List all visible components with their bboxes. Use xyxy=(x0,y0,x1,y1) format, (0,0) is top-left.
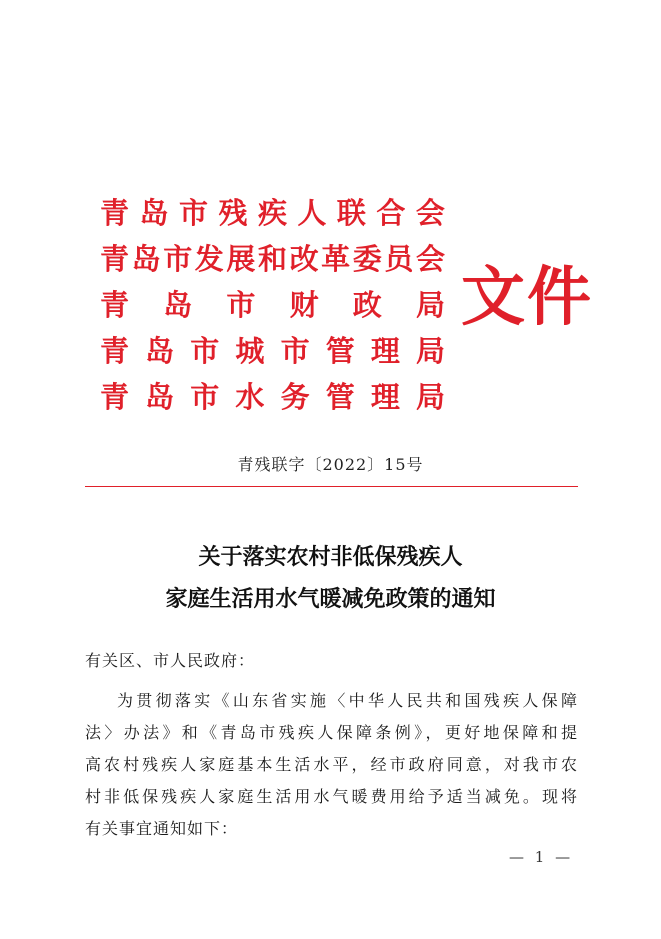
issuer-character: 残 xyxy=(218,196,248,230)
paragraph-line: 法〉办法》和《青岛市残疾人保障条例》，更好地保障和提 xyxy=(85,723,578,742)
issuer-character: 会 xyxy=(415,196,445,230)
issuer-character: 展 xyxy=(226,242,256,276)
issuer-character: 局 xyxy=(415,334,445,368)
issuer-character: 青 xyxy=(100,242,130,276)
issuer-character: 政 xyxy=(352,288,382,322)
issuer-character: 和 xyxy=(257,242,287,276)
issuer-character: 城 xyxy=(235,334,265,368)
issuer-character: 发 xyxy=(194,242,224,276)
issuer-character: 岛 xyxy=(163,288,193,322)
salutation: 有关区、市人民政府： xyxy=(85,651,256,670)
issuer-character: 青 xyxy=(100,196,130,230)
issuer-character: 合 xyxy=(376,196,406,230)
document-number: 青残联字〔2022〕15号 xyxy=(237,455,424,474)
issuer-character: 青 xyxy=(100,380,130,414)
issuer-character: 市 xyxy=(280,334,310,368)
issuer-character: 管 xyxy=(325,380,355,414)
issuing-authorities xyxy=(100,190,445,420)
issuer-character: 人 xyxy=(297,196,327,230)
issuer-character: 疾 xyxy=(257,196,287,230)
page-number: — 1 — xyxy=(509,848,574,866)
document-type-label: 文件 xyxy=(461,260,593,335)
issuer-character: 青 xyxy=(100,334,130,368)
issuer-character: 市 xyxy=(178,196,208,230)
issuer-character: 市 xyxy=(190,334,220,368)
issuer-character: 革 xyxy=(321,242,351,276)
issuer-character: 联 xyxy=(336,196,366,230)
issuer-character: 青 xyxy=(100,288,130,322)
red-divider-line xyxy=(85,486,578,487)
issuer-character: 务 xyxy=(280,380,310,414)
paragraph-line: 有关事宜通知如下： xyxy=(85,819,239,838)
issuer-character: 岛 xyxy=(145,380,175,414)
issuer-character: 市 xyxy=(163,242,193,276)
issuer-character: 水 xyxy=(235,380,265,414)
paragraph-line: 为贯彻落实《山东省实施〈中华人民共和国残疾人保障 xyxy=(117,691,578,710)
issuer-character: 财 xyxy=(289,288,319,322)
issuer-character: 管 xyxy=(325,334,355,368)
issuer-character: 员 xyxy=(384,242,414,276)
issuer-character: 理 xyxy=(370,334,400,368)
issuer-line xyxy=(100,374,445,420)
issuer-character: 市 xyxy=(226,288,256,322)
issuer-character: 局 xyxy=(415,380,445,414)
issuer-character: 岛 xyxy=(139,196,169,230)
issuer-character: 局 xyxy=(415,288,445,322)
issuer-character: 理 xyxy=(370,380,400,414)
paragraph-line: 村非低保残疾人家庭生活用水气暖费用给予适当减免。现将 xyxy=(85,787,578,806)
issuer-character: 市 xyxy=(190,380,220,414)
document-title-line-2: 家庭生活用水气暖减免政策的通知 xyxy=(165,586,496,612)
issuer-line xyxy=(100,282,445,328)
issuer-line xyxy=(100,236,445,282)
issuer-line xyxy=(100,328,445,374)
document-title-line-1: 关于落实农村非低保残疾人 xyxy=(198,544,463,570)
issuer-line xyxy=(100,190,445,236)
issuer-character: 会 xyxy=(415,242,445,276)
issuer-character: 岛 xyxy=(131,242,161,276)
paragraph-line: 高农村残疾人家庭基本生活水平，经市政府同意，对我市农 xyxy=(85,755,578,774)
issuer-character: 岛 xyxy=(145,334,175,368)
issuer-character: 改 xyxy=(289,242,319,276)
issuer-character: 委 xyxy=(352,242,382,276)
